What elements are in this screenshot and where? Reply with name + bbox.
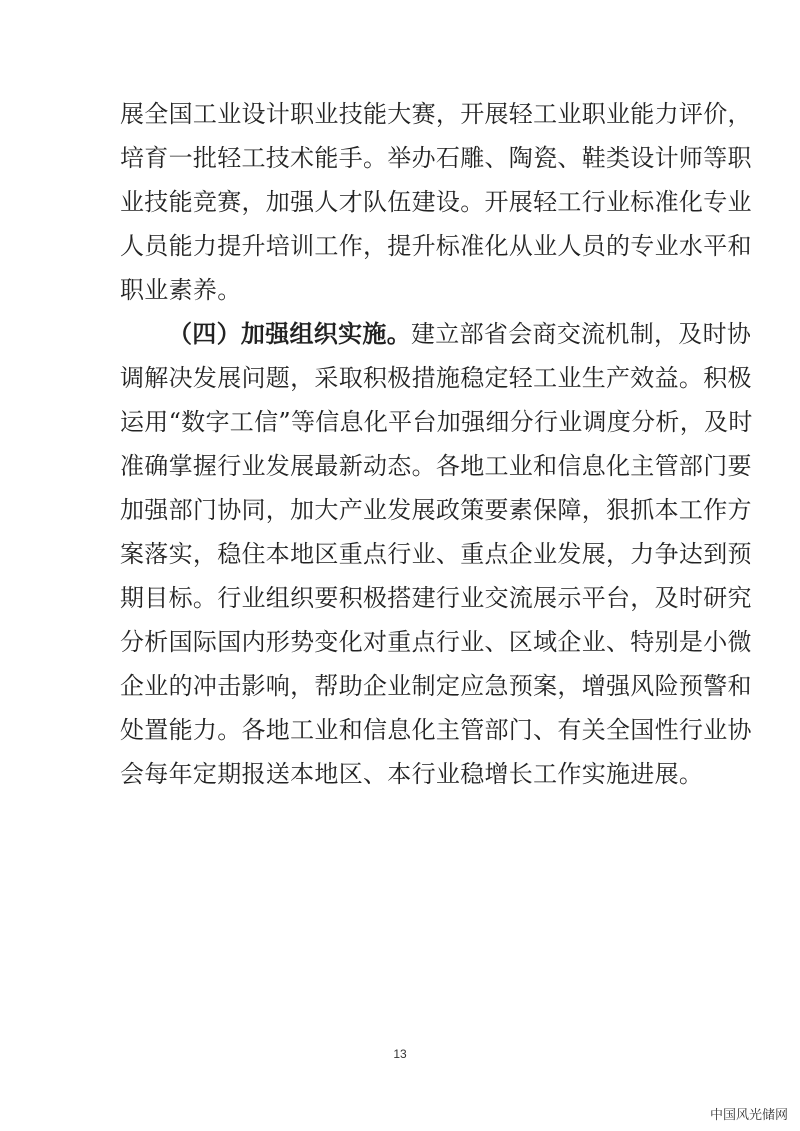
paragraph-line: 案落实，稳住本地区重点行业、重点企业发展，力争达到预 xyxy=(120,540,752,568)
paragraph-line: 人员能力提升培训工作，提升标准化从业人员的专业水平和 xyxy=(120,232,752,260)
paragraph-line: 加强部门协同，加大产业发展政策要素保障，狠抓本工作方 xyxy=(120,496,752,524)
section-first-line xyxy=(120,312,752,356)
paragraph-line: 运用“数字工信”等信息化平台加强细分行业调度分析，及时 xyxy=(120,408,753,436)
page-number: 13 xyxy=(393,1047,407,1061)
paragraph-line: 展全国工业设计职业技能大赛，开展轻工业职业能力评价， xyxy=(120,100,752,128)
paragraph-line: 业技能竞赛，加强人才队伍建设。开展轻工行业标准化专业 xyxy=(120,188,752,216)
section-heading: （四）加强组织实施。 xyxy=(168,319,411,348)
paragraph-line: 分析国际国内形势变化对重点行业、区域企业、特别是小微 xyxy=(120,628,752,656)
watermark: 中国风光储网 xyxy=(709,1108,788,1123)
paragraph-line: 处置能力。各地工业和信息化主管部门、有关全国性行业协 xyxy=(120,716,752,744)
paragraph-line: 企业的冲击影响，帮助企业制定应急预案，增强风险预警和 xyxy=(120,672,752,700)
paragraph-line: 培育一批轻工技术能手。举办石雕、陶瓷、鞋类设计师等职 xyxy=(120,144,752,172)
paragraph-line: 期目标。行业组织要积极搭建行业交流展示平台，及时研究 xyxy=(120,584,752,612)
paragraph-line: 准确掌握行业发展最新动态。各地工业和信息化主管部门要 xyxy=(120,452,752,480)
paragraph-line: 调解决发展问题，采取积极措施稳定轻工业生产效益。积极 xyxy=(120,364,752,392)
paragraph-line: 会每年定期报送本地区、本行业稳增长工作实施进展。 xyxy=(120,760,704,788)
section-first-line-text: 建立部省会商交流机制，及时协 xyxy=(411,320,752,348)
body-text xyxy=(120,92,753,796)
paragraph-line: 职业素养。 xyxy=(120,276,242,304)
